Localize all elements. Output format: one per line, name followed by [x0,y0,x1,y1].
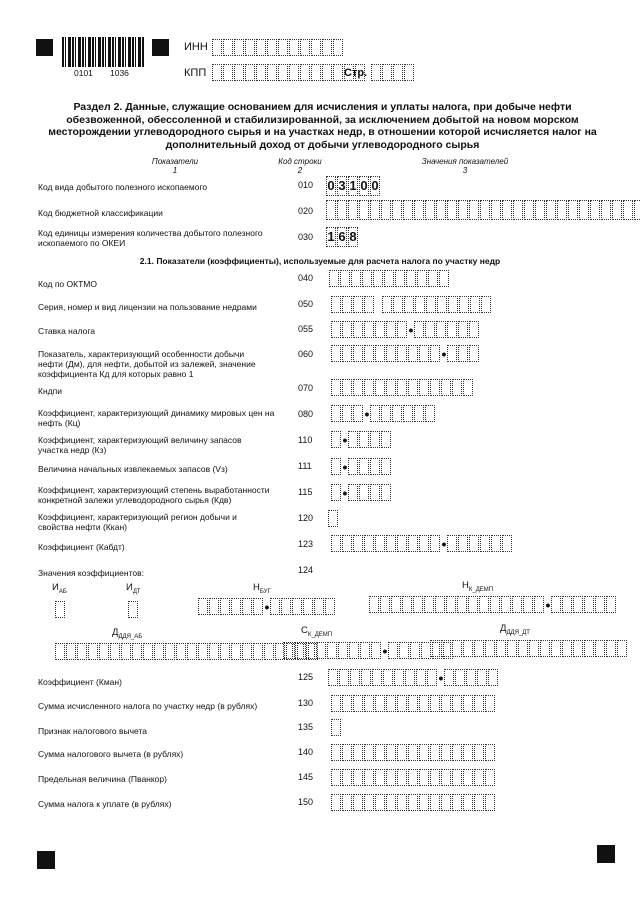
row-140-code: 140 [298,747,314,757]
coef-iab-label: $И_{АБ}$ [52,582,67,595]
row-150-value[interactable] [331,794,496,811]
row-140-value[interactable] [331,744,496,761]
row-120-label: Коэффициент, характеризующий регион добычи и свойства нефти (Ккан) [38,512,237,532]
row-115-label: Коэффициент, характеризующий степень выработанности конкретной залежи углеводородного сырья (Кдв) [38,485,270,505]
row-080-code: 080 [298,409,314,419]
row-120-code: 120 [298,513,314,523]
row-030-code: 030 [298,232,314,242]
row-140-label: Сумма налогового вычета (в рублях) [38,749,184,759]
page-label: Стр. [344,67,368,79]
row-150-code: 150 [298,797,314,807]
corner-marker-bottom-left [37,851,55,869]
kpp-label: КПП [184,67,207,79]
row-111-value[interactable]: • [331,458,392,475]
corner-marker-top-left [36,39,53,56]
row-145-label: Предельная величина (Пванкор) [38,774,167,784]
row-010-code: 010 [298,180,314,190]
row-060-code: 060 [298,349,314,359]
row-020-value[interactable] [326,200,640,220]
corner-marker-top-mid [152,39,169,56]
row-050-number[interactable] [382,296,470,313]
barcode [62,37,144,67]
row-130-value[interactable] [331,695,496,712]
row-111-code: 111 [298,461,312,471]
row-030-value[interactable]: 1 6 8 [326,227,359,247]
row-030-label: Код единицы измерения количества добытого полезного ископаемого по ОКЕИ [38,228,263,248]
coef-nbug-value[interactable]: • [198,598,336,615]
row-130-label: Сумма исчисленного налога по участку недр (в рублях) [38,701,258,711]
kpp-field[interactable] [212,64,366,81]
coef-nkdemp-label: $Н_{К\_ДЕМП}$ [462,580,494,593]
row-040-code: 040 [298,273,314,283]
row-123-label: Коэффициент (Кабдт) [38,542,125,552]
row-080-value[interactable]: • [331,405,436,422]
coef-skdemp-value[interactable]: • [283,642,454,659]
coef-skdemp-label: $С_{К\_ДЕМП}$ [301,625,333,638]
inn-label: ИНН [184,41,208,53]
row-123-value[interactable]: • [331,535,513,552]
row-070-label: Кндпи [38,386,62,396]
section-title: Раздел 2. Данные, служащие основанием для исчисления и уплаты налога, при добыче нефти обезвоженной, обессоленной и стабилизированной, за исключением добытой на новом морском месторождении углеводородного сырья и на участках недр, в отношении которой исчисляется налог на дополнительный доход от добычи углеводородного сырья [48,101,597,151]
coef-ddiab-value[interactable] [55,643,319,660]
row-123-code: 123 [298,539,314,549]
inn-field[interactable] [212,39,344,56]
row-135-value[interactable] [331,719,342,736]
row-130-code: 130 [298,698,314,708]
row-110-value[interactable]: • [331,431,392,448]
row-050-code: 050 [298,299,314,309]
row-111-label: Величина начальных извлекаемых запасов (Vз) [38,464,228,474]
row-050-type[interactable] [470,296,492,313]
row-115-code: 115 [298,487,313,497]
row-110-label: Коэффициент, характеризующий величину запасов участка недр (Кз) [38,435,242,455]
row-010-value[interactable]: 0 3 1 0 0 [326,176,381,196]
coef-ddidt-label: $Д_{ДДЯ\_ДТ}$ [500,623,530,636]
row-125-value[interactable]: • [328,669,499,686]
row-040-label: Код по ОКТМО [38,279,97,289]
row-120-value[interactable] [328,510,339,527]
row-135-label: Признак налогового вычета [38,726,148,736]
column-indicators: Показатели 1 [151,157,199,175]
row-080-label: Коэффициент, характеризующий динамику мировых цен на нефть (Кц) [38,408,275,428]
row-145-value[interactable] [331,769,496,786]
coef-idt-value[interactable] [128,601,139,618]
row-020-code: 020 [298,206,314,216]
row-060-value[interactable]: • [331,345,480,362]
coef-ddidt-value[interactable] [430,640,628,657]
row-020-label: Код бюджетной классификации [38,208,163,218]
row-070-value[interactable] [331,379,474,396]
row-050-series[interactable] [331,296,375,313]
row-115-value[interactable]: • [331,484,392,501]
page-field[interactable] [371,64,415,81]
row-110-code: 110 [298,435,313,445]
row-055-value[interactable]: • [331,321,480,338]
row-070-code: 070 [298,383,314,393]
row-125-code: 125 [298,672,314,682]
barcode-left-number: 0101 [74,68,93,78]
row-060-label: Показатель, характеризующий особенности добычи нефти (Дм), для нефти, добытой из залежей, значение коэффициента Кд для которых равно 1 [38,349,256,379]
coef-nkdemp-value[interactable]: • [369,596,617,613]
corner-marker-bottom-right [597,845,615,863]
coef-idt-label: $И_{ДТ}$ [126,582,141,595]
row-135-code: 135 [298,722,314,732]
coef-ddiab-label: $Д_{ДДЯ\_АБ}$ [112,627,143,640]
coef-iab-value[interactable] [55,601,66,618]
coef-nbug-label: $Н_{БУГ}$ [253,582,271,595]
column-values: Значения показателей 3 [421,157,509,175]
row-050-label: Серия, номер и вид лицензии на пользование недрами [38,302,257,312]
row-125-label: Коэффициент (Кман) [38,677,122,687]
column-line-code: Код строки 2 [278,157,322,175]
row-145-code: 145 [298,772,314,782]
row-040-value[interactable] [329,270,450,287]
subsection-title: 2.1. Показатели (коэффициенты), используемые для расчета налога по участку недр [139,256,501,266]
row-055-code: 055 [298,324,314,334]
row-124-label: Значения коэффициентов: [38,568,144,578]
barcode-right-number: 1036 [110,68,129,78]
row-010-label: Код вида добытого полезного ископаемого [38,182,208,192]
row-124-code: 124 [298,565,314,575]
row-055-label: Ставка налога [38,326,96,336]
row-150-label: Сумма налога к уплате (в рублях) [38,799,172,809]
